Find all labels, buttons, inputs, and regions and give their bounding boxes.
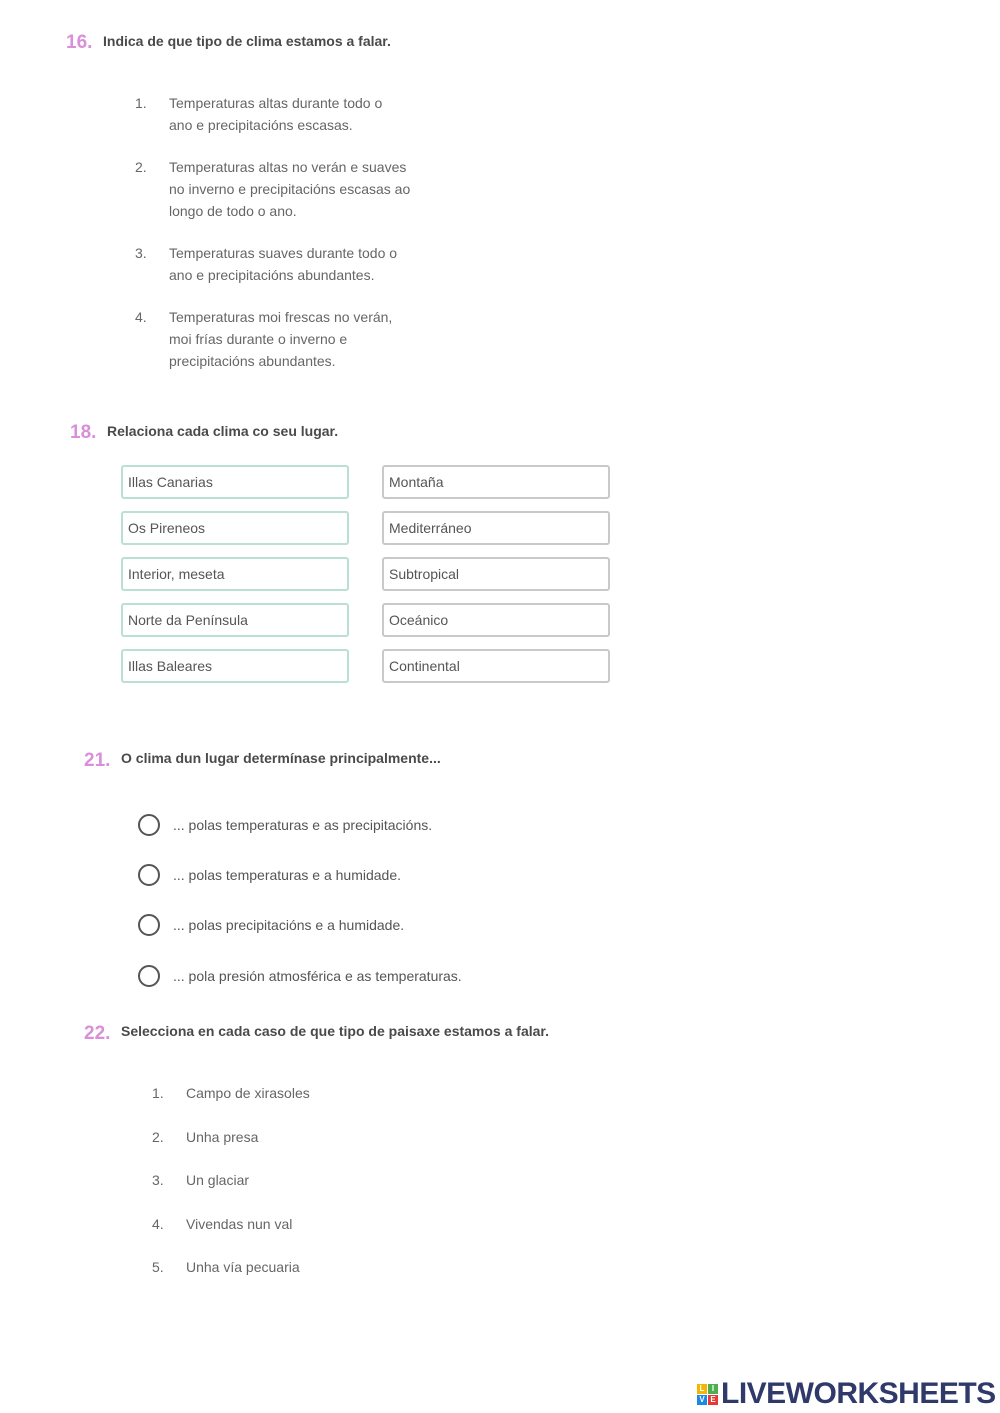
radio-button[interactable] — [138, 864, 160, 886]
list-item — [152, 1256, 310, 1278]
match-left-box[interactable]: Illas Canarias — [121, 465, 349, 499]
match-right-box[interactable]: Mediterráneo — [382, 511, 610, 545]
option-row[interactable] — [138, 965, 462, 987]
list-item — [152, 1082, 310, 1104]
item-number: 2. — [135, 159, 147, 175]
option-row[interactable] — [138, 814, 432, 836]
option-row[interactable] — [138, 864, 401, 886]
item-number: 4. — [135, 309, 147, 325]
option-label: ... polas temperaturas e a humidade. — [173, 867, 402, 883]
list-item — [135, 156, 410, 222]
question-16-list — [135, 92, 410, 372]
list-item — [152, 1126, 310, 1148]
question-16-number: 16. — [66, 32, 93, 53]
liveworksheets-logo — [697, 1377, 996, 1411]
radio-button[interactable] — [138, 814, 160, 836]
match-left-box[interactable]: Illas Baleares — [121, 649, 349, 683]
item-text: Un glaciar — [186, 1172, 250, 1188]
logo-letter-l: L — [697, 1384, 707, 1394]
option-label: ... polas precipitacións e a humidade. — [173, 917, 405, 933]
question-22-title: Selecciona en cada caso de que tipo de paisaxe estamos a falar. — [121, 1023, 549, 1039]
item-text: Temperaturas altas no verán e suaves no inverno e precipitacións escasas ao longo de todo o ano. — [169, 159, 411, 219]
match-left-box[interactable]: Interior, meseta — [121, 557, 349, 591]
question-21-title: O clima dun lugar determínase principalmente... — [121, 750, 441, 766]
item-number: 1. — [152, 1085, 164, 1101]
match-left-box[interactable]: Norte da Península — [121, 603, 349, 637]
match-left-box[interactable]: Os Pireneos — [121, 511, 349, 545]
logo-letter-e: E — [708, 1395, 718, 1405]
item-text: Temperaturas altas durante todo o ano e precipitacións escasas. — [169, 95, 383, 133]
match-right-box[interactable]: Subtropical — [382, 557, 610, 591]
radio-button[interactable] — [138, 965, 160, 987]
item-text: Unha vía pecuaria — [186, 1259, 300, 1275]
logo-grid-icon — [697, 1384, 718, 1405]
question-22-list — [152, 1082, 310, 1278]
item-text: Campo de xirasoles — [186, 1085, 310, 1101]
question-18-number: 18. — [70, 422, 97, 443]
match-right-box[interactable]: Montaña — [382, 465, 610, 499]
question-18-title: Relaciona cada clima co seu lugar. — [107, 423, 339, 439]
item-number: 3. — [152, 1172, 164, 1188]
item-number: 5. — [152, 1259, 164, 1275]
item-text: Temperaturas suaves durante todo o ano e precipitacións abundantes. — [169, 245, 398, 283]
item-number: 4. — [152, 1215, 164, 1232]
item-number: 1. — [135, 95, 147, 111]
item-number: 2. — [152, 1128, 164, 1145]
question-16-title: Indica de que tipo de clima estamos a falar. — [103, 33, 391, 49]
list-item — [135, 306, 410, 372]
item-text: Temperaturas moi frescas no verán, moi frías durante o inverno e precipitacións abundantes. — [169, 309, 393, 369]
question-21-number: 21. — [84, 750, 111, 771]
option-row[interactable] — [138, 914, 404, 936]
option-label: ... pola presión atmosférica e as temperaturas. — [173, 968, 462, 984]
list-item — [152, 1213, 310, 1235]
radio-button[interactable] — [138, 914, 160, 936]
match-right-box[interactable]: Oceánico — [382, 603, 610, 637]
list-item — [152, 1169, 310, 1191]
item-text: Vivendas nun val — [186, 1215, 293, 1232]
logo-letter-v: V — [697, 1395, 707, 1405]
logo-text: LIVEWORKSHEETS — [721, 1377, 996, 1410]
option-label: ... polas temperaturas e as precipitacións. — [173, 817, 433, 833]
match-right-box[interactable]: Continental — [382, 649, 610, 683]
question-22-number: 22. — [84, 1023, 111, 1044]
item-text: Unha presa — [186, 1128, 259, 1145]
list-item — [135, 242, 410, 286]
item-number: 3. — [135, 245, 147, 261]
logo-letter-i: I — [708, 1384, 718, 1394]
list-item — [135, 92, 410, 136]
